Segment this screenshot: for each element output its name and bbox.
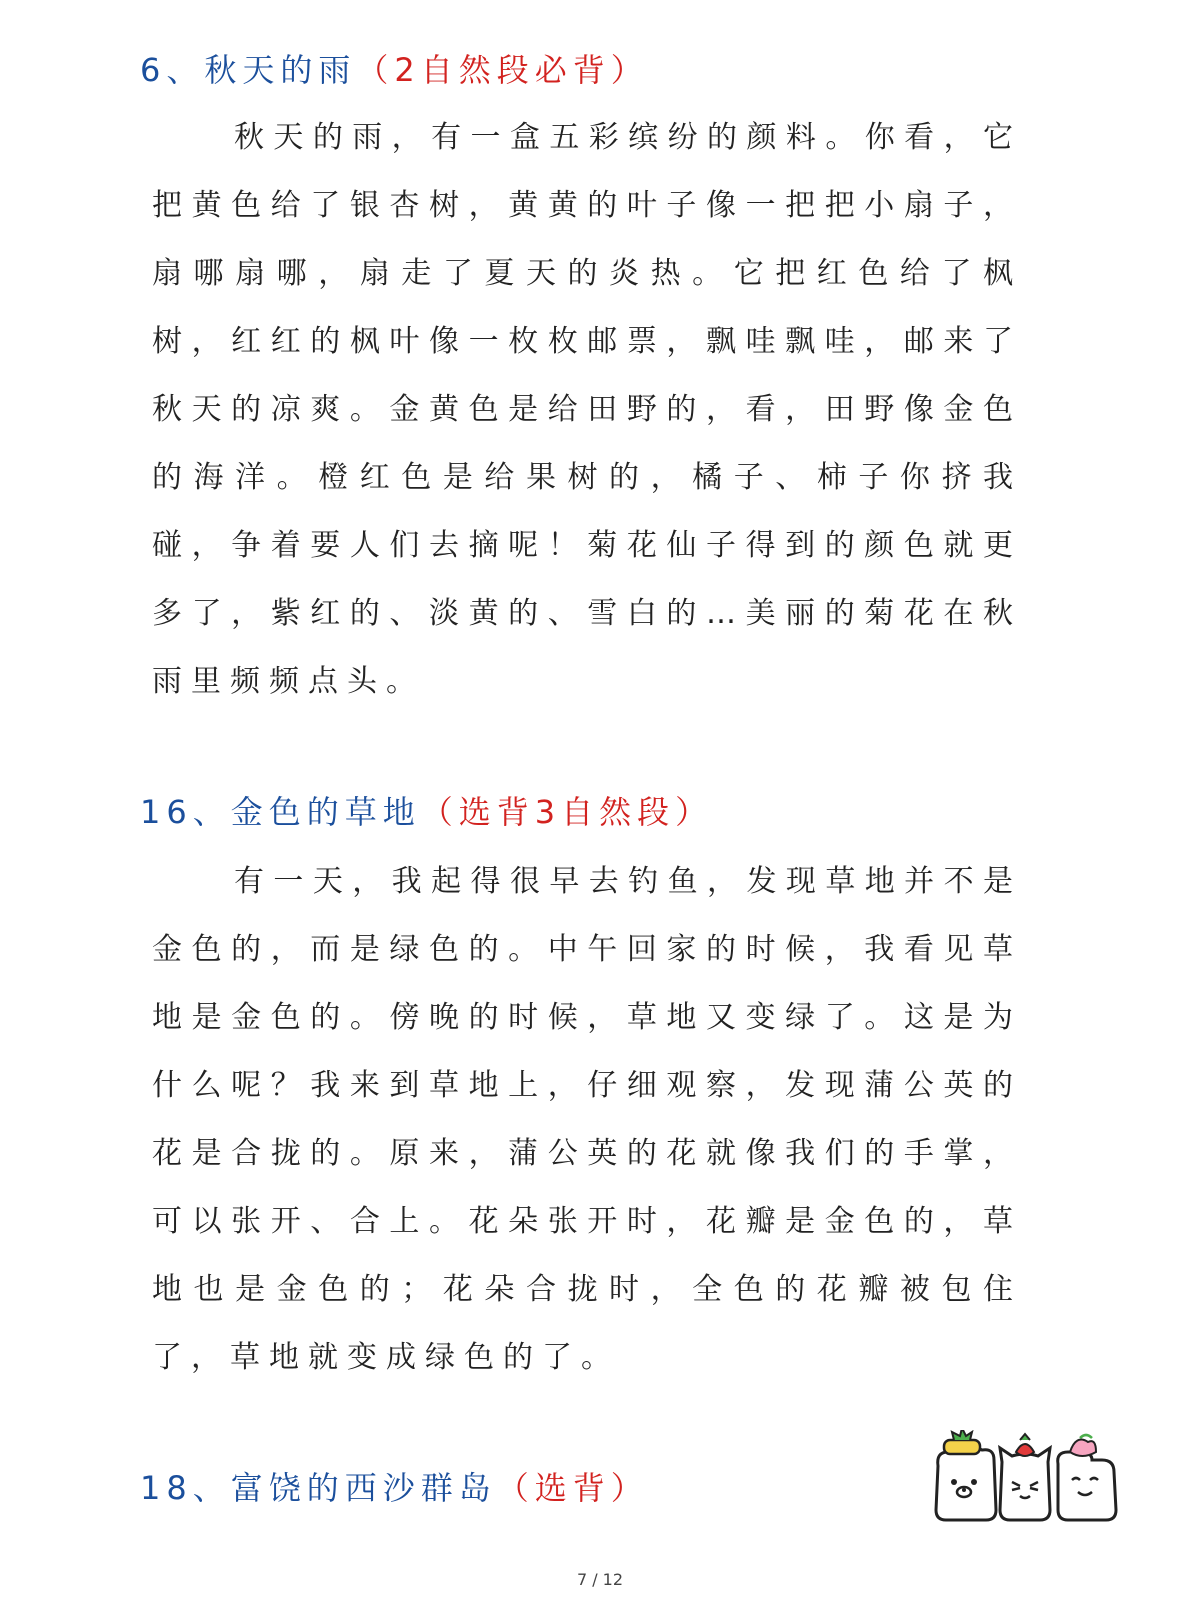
section-title-xisha-islands [140,1468,649,1508]
bear-pineapple-icon [936,1430,996,1520]
cat-strawberry-icon [1000,1434,1050,1520]
section-note: （选背3自然段） [420,793,714,831]
section-title-autumn-rain [140,50,649,90]
bunny-peach-icon [1058,1435,1116,1520]
section-paragraph: 秋天的雨，有一盒五彩缤纷的颜料。你看，它把黄色给了银杏树，黄黄的叶子像一把把小扇子，扇哪扇哪，扇走了夏天的炎热。它把红色给了枫树，红红的枫叶像一枚枚邮票，飘哇飘哇，邮来了秋天的凉爽。金黄色是给田野的，看，田野像金色的海洋。橙红色是给果树的，橘子、柿子你挤我碰，争着要人们去摘呢！菊花仙子得到的颜色就更多了，紫红的、淡黄的、雪白的…美丽的菊花在秋雨里频频点头。 [152,120,1022,699]
section-heading: 18、富饶的西沙群岛 [140,1469,497,1507]
mascot-illustration [930,1430,1130,1530]
section-heading: 16、金色的草地 [140,793,421,831]
section-title-golden-meadow [140,792,713,832]
section-heading: 6、秋天的雨 [140,51,357,89]
section-note: （选背） [496,1469,649,1507]
section-paragraph: 有一天，我起得很早去钓鱼，发现草地并不是金色的，而是绿色的。中午回家的时候，我看见草地是金色的。傍晚的时候，草地又变绿了。这是为什么呢？我来到草地上，仔细观察，发现蒲公英的花是合拢的。原来，蒲公英的花就像我们的手掌，可以张开、合上。花朵张开时，花瓣是金色的，草地也是金色的；花朵合拢时，全色的花瓣被包住了，草地就变成绿色的了。 [152,864,1022,1375]
page-indicator: 7 / 12 [576,1570,624,1589]
section-note: （2自然段必背） [356,51,649,89]
